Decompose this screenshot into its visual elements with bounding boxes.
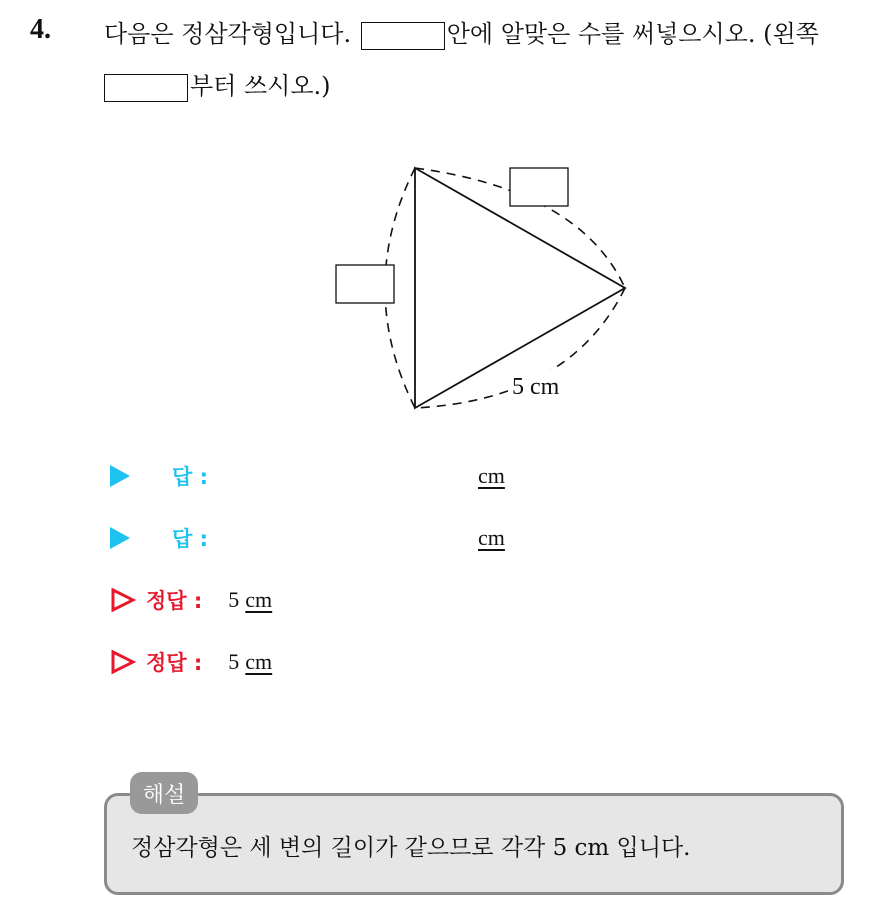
blank-box-top (510, 168, 568, 206)
explanation-text: 정삼각형은 세 변의 길이가 같으므로 각각 5 cm 입니다. (131, 835, 691, 861)
equilateral-triangle-figure (300, 150, 660, 440)
outline-triangle-icon (110, 649, 136, 675)
play-triangle-icon (110, 465, 130, 487)
answer-blank-box-2 (104, 74, 188, 102)
correct-answer-row-1 (110, 582, 274, 618)
side-length-label: 5 cm (512, 374, 560, 400)
blank-box-left (336, 265, 394, 303)
correct-answer-unit: cm (245, 649, 273, 674)
answer-row-2 (110, 520, 511, 556)
correct-answer-row-2 (110, 644, 274, 680)
answer-unit: cm (478, 525, 505, 550)
answer-blank-box (361, 22, 445, 50)
explanation-box (104, 793, 844, 895)
question-number: 4. (30, 14, 51, 45)
correct-answer-unit: cm (245, 587, 273, 612)
correct-answer-value: 5 (228, 649, 240, 674)
correct-answer-label: 정답 : (146, 651, 203, 675)
answer-row-1 (110, 458, 511, 494)
explanation-tab: 해설 (130, 772, 198, 814)
question-line-2 (104, 66, 331, 106)
correct-answer-value: 5 (228, 587, 240, 612)
question-line-1 (104, 14, 819, 54)
answer-label: 답 : (172, 465, 208, 489)
question-text-part2: 안에 알맞은 수를 써넣으시오. (왼쪽 (446, 20, 819, 48)
outline-triangle-icon (110, 587, 136, 613)
correct-answer-label: 정답 : (146, 589, 203, 613)
answer-unit: cm (478, 463, 505, 488)
play-triangle-icon (110, 527, 130, 549)
answer-label: 답 : (172, 527, 208, 551)
question-text-part1: 다음은 정삼각형입니다. (104, 20, 352, 48)
question-text-line2: 부터 쓰시오.) (190, 72, 331, 100)
